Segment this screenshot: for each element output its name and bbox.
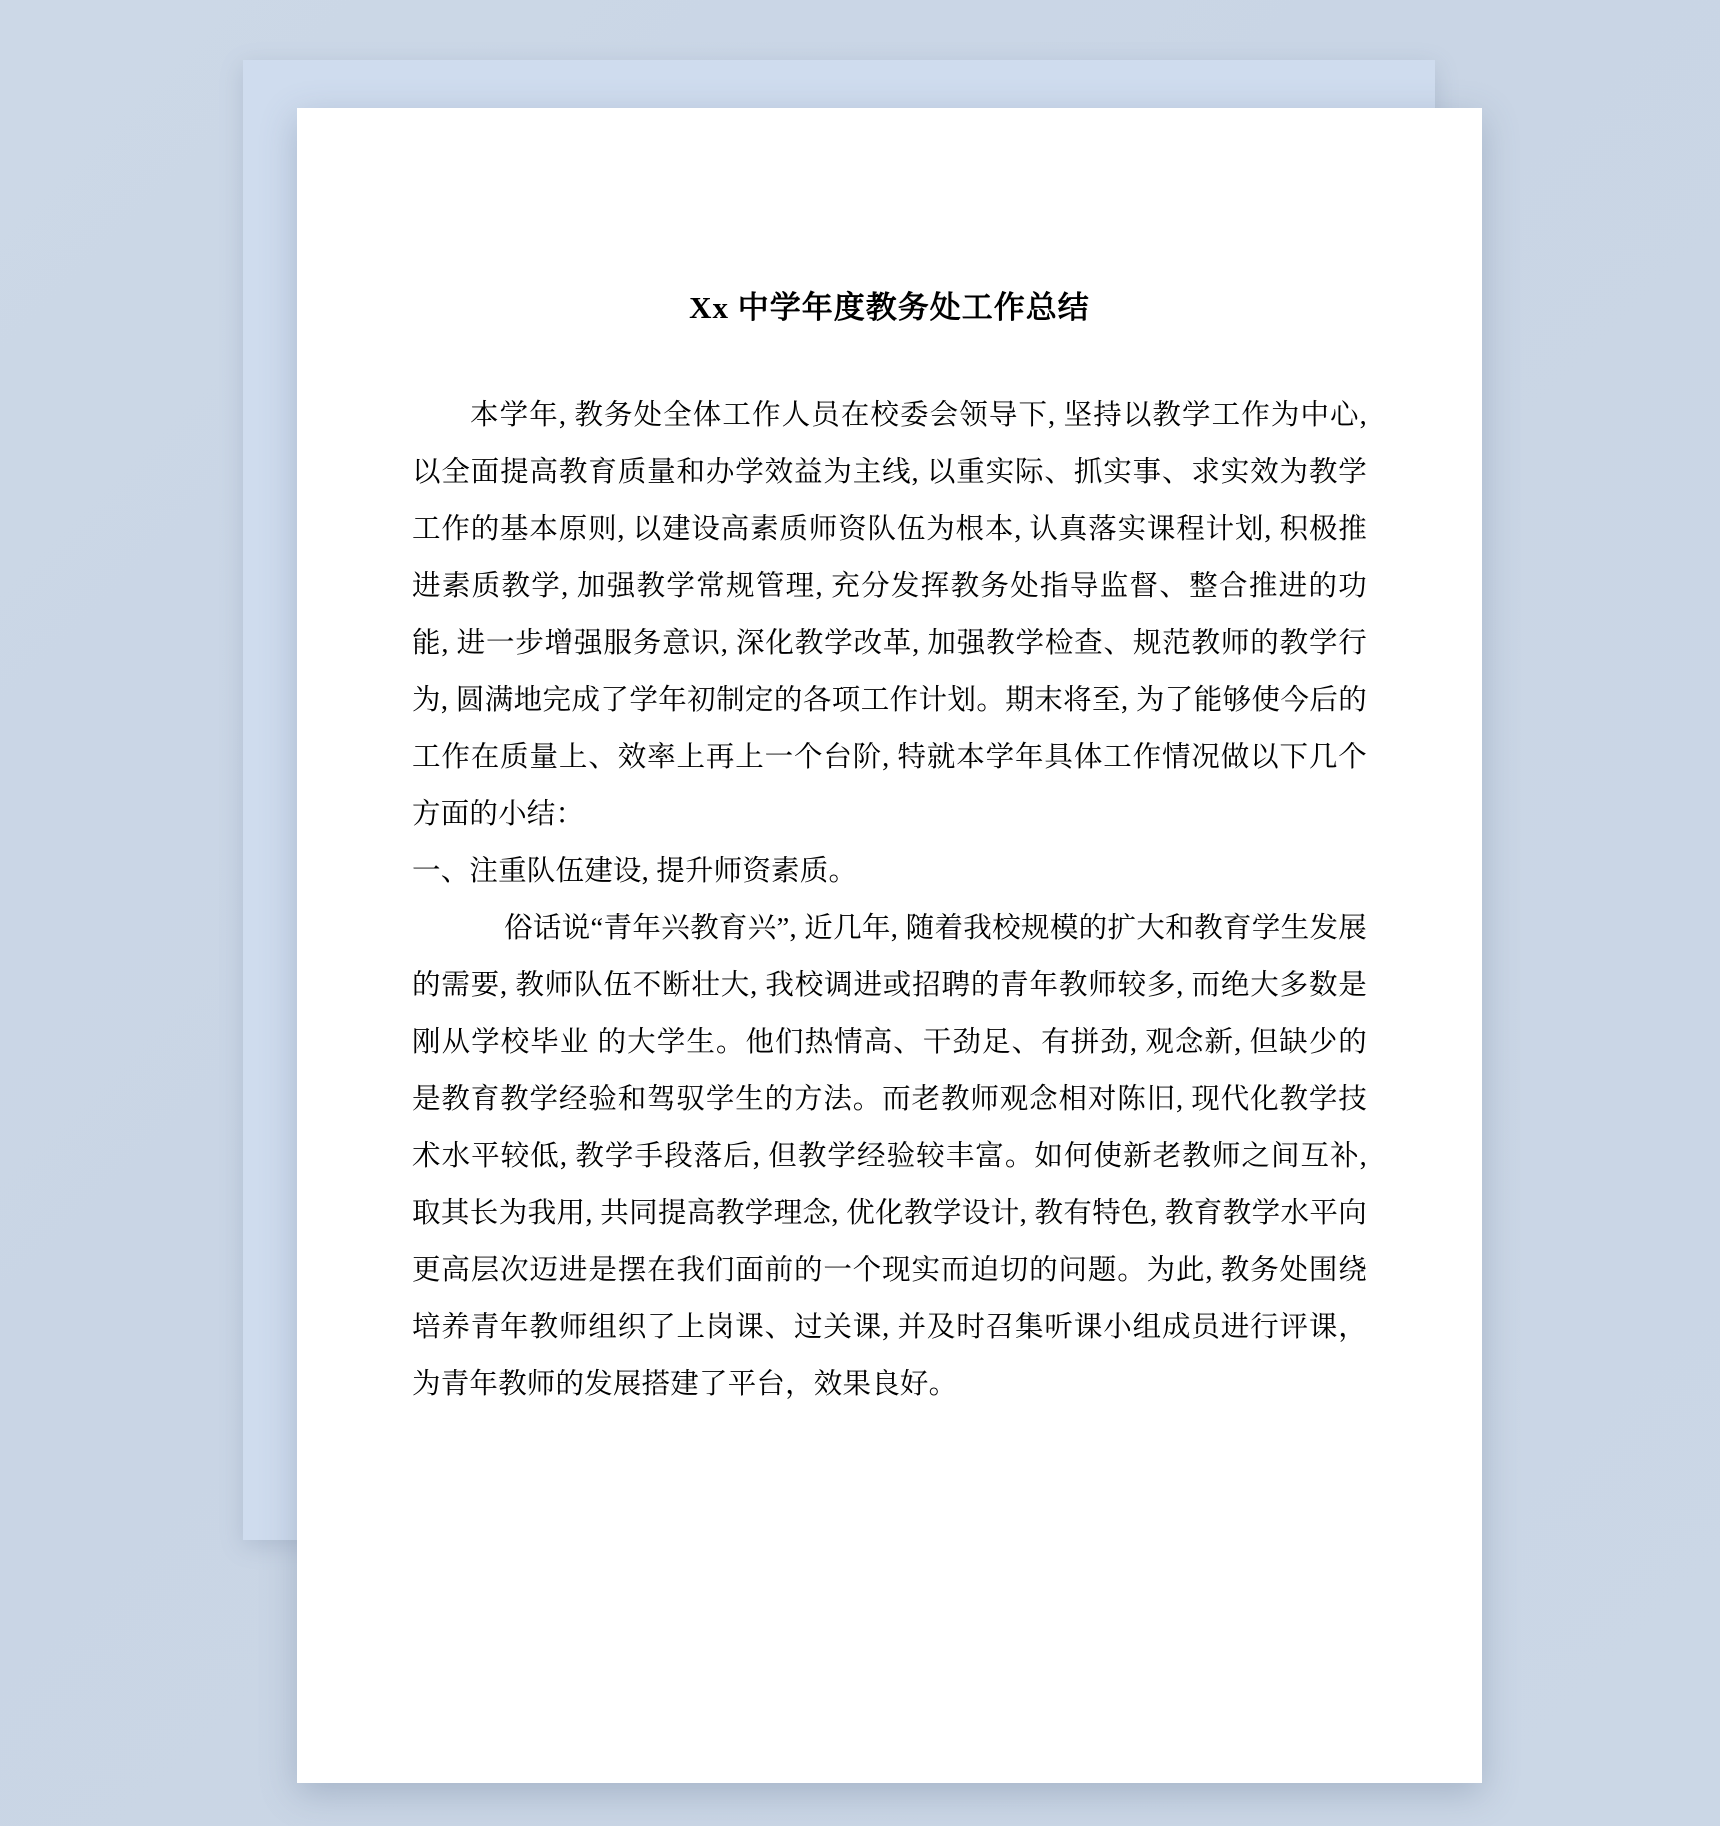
paragraph-intro: 本学年, 教务处全体工作人员在校委会领导下, 坚持以教学工作为中心, 以全面提高教育质量和办学效益为主线, 以重实际、抓实事、求实效为教学工作的基本原则, 以建设高素质师资队伍为根本, 认真落实课程计划, 积极推进素质教学, 加强教学常规管理, 充分发挥教务处指导监督、整合推进的功能, 进一步增强服务意识, 深化教学改革, 加强教学检查、规范教师的教学行为, 圆满地完成了学年初制定的各项工作计划。期末将至, 为了能够使今后的工作在质量上、效率上再上一个台阶, 特就本学年具体工作情况做以下几个方面的小结： [412,400,1367,831]
section-heading-1: 一、注重队伍建设, 提升师资素质。 [412,856,858,888]
paragraph-section-1-body: 俗话说“青年兴教育兴”, 近几年, 随着我校规模的扩大和教育学生发展的需要, 教师队伍不断壮大, 我校调进或招聘的青年教师较多, 而绝大多数是刚从学校毕业 的大学生。他们热情高、干劲足、有拼劲, 观念新, 但缺少的是教育教学经验和驾驭学生的方法。而老教师观念相对陈旧, 现代化教学技术水平较低, 教学手段落后, 但教学经验较丰富。如何使新老教师之间互补, 取其长为我用, 共同提高教学理念, 优化教学设计, 教有特色, 教育教学水平向更高层次迈进是摆在我们面前的一个现实而迫切的问题。为此, 教务处围绕培养青年教师组织了上岗课、过关课, 并及时召集听课小组成员进行评课，为青年教师的发展搭建了平台，效果良好。 [412,913,1367,1401]
document-content [297,108,1482,1783]
document-page [297,108,1482,1783]
document-title: Xx 中学年度教务处工作总结 [689,290,1090,325]
